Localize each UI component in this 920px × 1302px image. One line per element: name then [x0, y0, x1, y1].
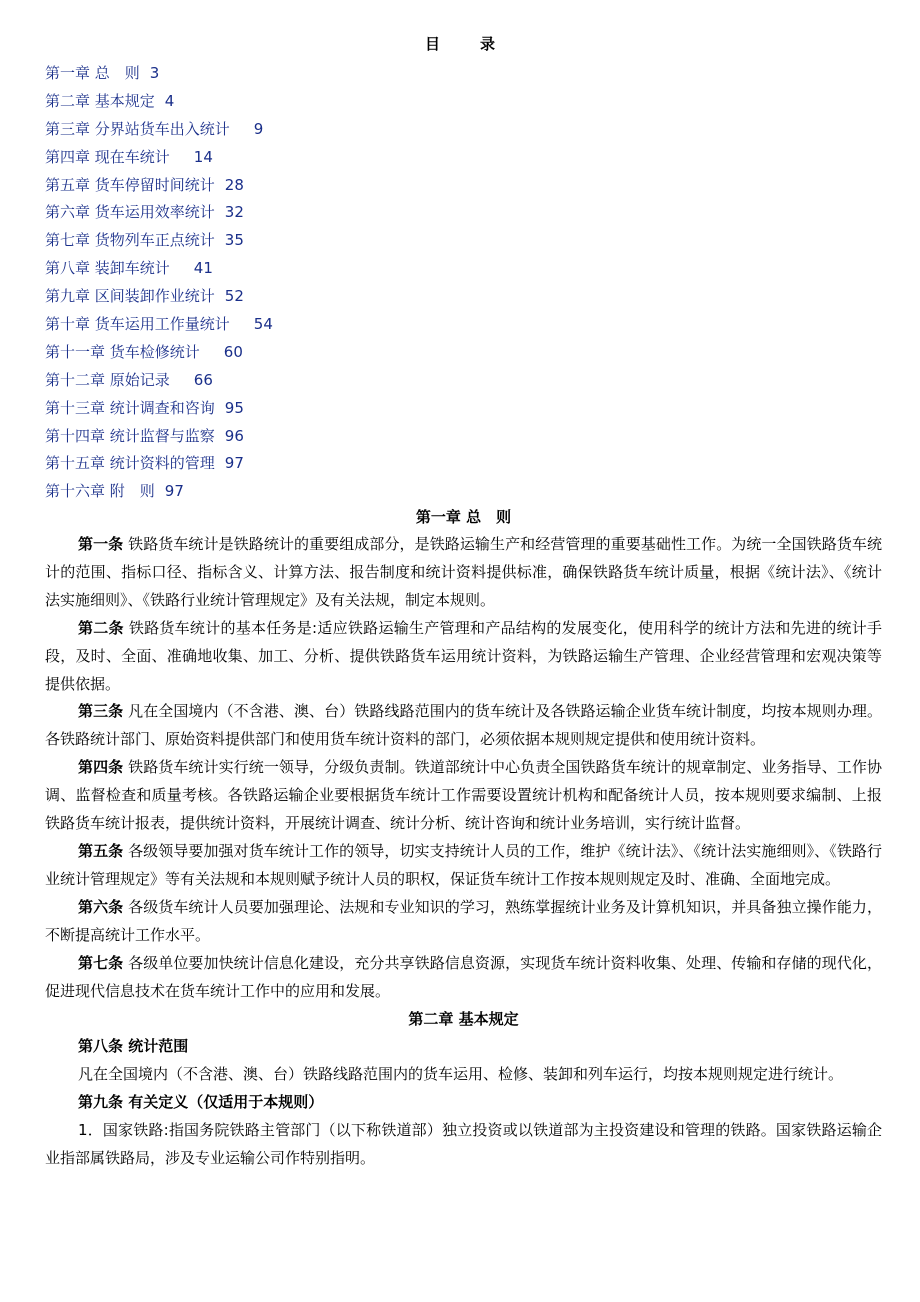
toc-item[interactable]: 第八章 装卸车统计 41	[45, 259, 213, 278]
toc-item[interactable]: 第五章 货车停留时间统计 28	[45, 175, 244, 194]
toc-item[interactable]: 第六章 货车运用效率统计 32	[45, 203, 244, 222]
article-text: 1．国家铁路:指国务院铁路主管部门（以下称铁道部）独立投资或以铁道部为主投资建设和管理的铁路。国家铁路运输企业指部属铁路局，涉及专业运输公司作特别指明。	[45, 1121, 882, 1168]
toc-item[interactable]: 第九章 区间装卸作业统计 52	[45, 287, 244, 306]
article: 第五条 各级领导要加强对货车统计工作的领导，切实支持统计人员的工作，维护《统计法》、《统计法实施细则》、《铁路行业统计管理规定》等有关法规和本规则赋予统计人员的职权，保证货车统计工作按本规则规定及时、准确、全面地完成。	[45, 841, 882, 888]
chapter-heading: 第一章 总 则	[415, 508, 512, 526]
article-title: 第八条 统计范围	[78, 1037, 189, 1056]
toc-item[interactable]: 第十三章 统计调查和咨询 95	[45, 398, 244, 417]
article: 第四条 铁路货车统计实行统一领导，分级负责制。铁道部统计中心负责全国铁路货车统计的规章制定、业务指导、工作协调、监督检查和质量考核。各铁路运输企业要根据货车统计工作需要设置统计机构和配备统计人员，按本规则要求编制、上报铁路货车统计报表，提供统计资料，开展统计调查、统计分析、统计咨询和统计业务培训，实行统计监督。	[45, 758, 882, 833]
toc-item[interactable]: 第七章 货物列车正点统计 35	[45, 231, 244, 250]
document-body	[45, 503, 882, 1173]
toc-title-left: 目	[424, 35, 440, 53]
toc-title-right: 录	[480, 35, 496, 53]
toc-item[interactable]: 第十一章 货车检修统计 60	[45, 342, 243, 361]
chapter-heading: 第二章 基本规定	[408, 1010, 519, 1029]
toc-item[interactable]: 第一章 总 则 3	[45, 64, 160, 82]
article: 第三条 凡在全国境内（不含港、澳、台）铁路线路范围内的货车统计及各铁路运输企业货车统计制度，均按本规则办理。各铁路统计部门、原始资料提供部门和使用货车统计资料的部门，必须依据本规则规定提供和使用统计资料。	[45, 702, 882, 749]
article: 第二条 铁路货车统计的基本任务是:适应铁路运输生产管理和产品结构的发展变化，使用科学的统计方法和先进的统计手段，及时、全面、准确地收集、加工、分析、提供铁路货车运用统计资料，为铁路运输生产管理、企业经营管理和宏观决策等提供依据。	[45, 618, 882, 693]
table-of-contents	[45, 60, 273, 506]
article: 第六条 各级货车统计人员要加强理论、法规和专业知识的学习，熟练掌握统计业务及计算机知识，并具备独立操作能力，不断提高统计工作水平。	[45, 897, 882, 944]
article: 第一条 铁路货车统计是铁路统计的重要组成部分，是铁路运输生产和经营管理的重要基础性工作。为统一全国铁路货车统计的范围、指标口径、指标含义、计算方法、报告制度和统计资料提供标准，确保铁路货车统计质量，根据《统计法》、《统计法实施细则》、《铁路行业统计管理规定》及有关法规，制定本规则。	[45, 535, 882, 609]
toc-item[interactable]: 第十五章 统计资料的管理 97	[45, 454, 244, 473]
toc-title	[0, 33, 920, 54]
article: 第七条 各级单位要加快统计信息化建设，充分共享铁路信息资源，实现货车统计资料收集、处理、传输和存储的现代化，促进现代信息技术在货车统计工作中的应用和发展。	[45, 953, 882, 1000]
toc-item[interactable]: 第十四章 统计监督与监察 96	[45, 426, 244, 445]
toc-item[interactable]: 第十章 货车运用工作量统计 54	[45, 315, 273, 334]
article-text: 凡在全国境内（不含港、澳、台）铁路线路范围内的货车运用、检修、装卸和列车运行，均按本规则规定进行统计。	[78, 1065, 844, 1084]
toc-item[interactable]: 第十二章 原始记录 66	[45, 370, 213, 389]
toc-item[interactable]: 第四章 现在车统计 14	[45, 147, 213, 166]
article-title: 第九条 有关定义（仅适用于本规则）	[78, 1093, 324, 1112]
toc-item[interactable]: 第十六章 附 则 97	[45, 482, 184, 501]
toc-item[interactable]: 第三章 分界站货车出入统计 9	[45, 119, 264, 138]
toc-item[interactable]: 第二章 基本规定 4	[45, 91, 175, 110]
